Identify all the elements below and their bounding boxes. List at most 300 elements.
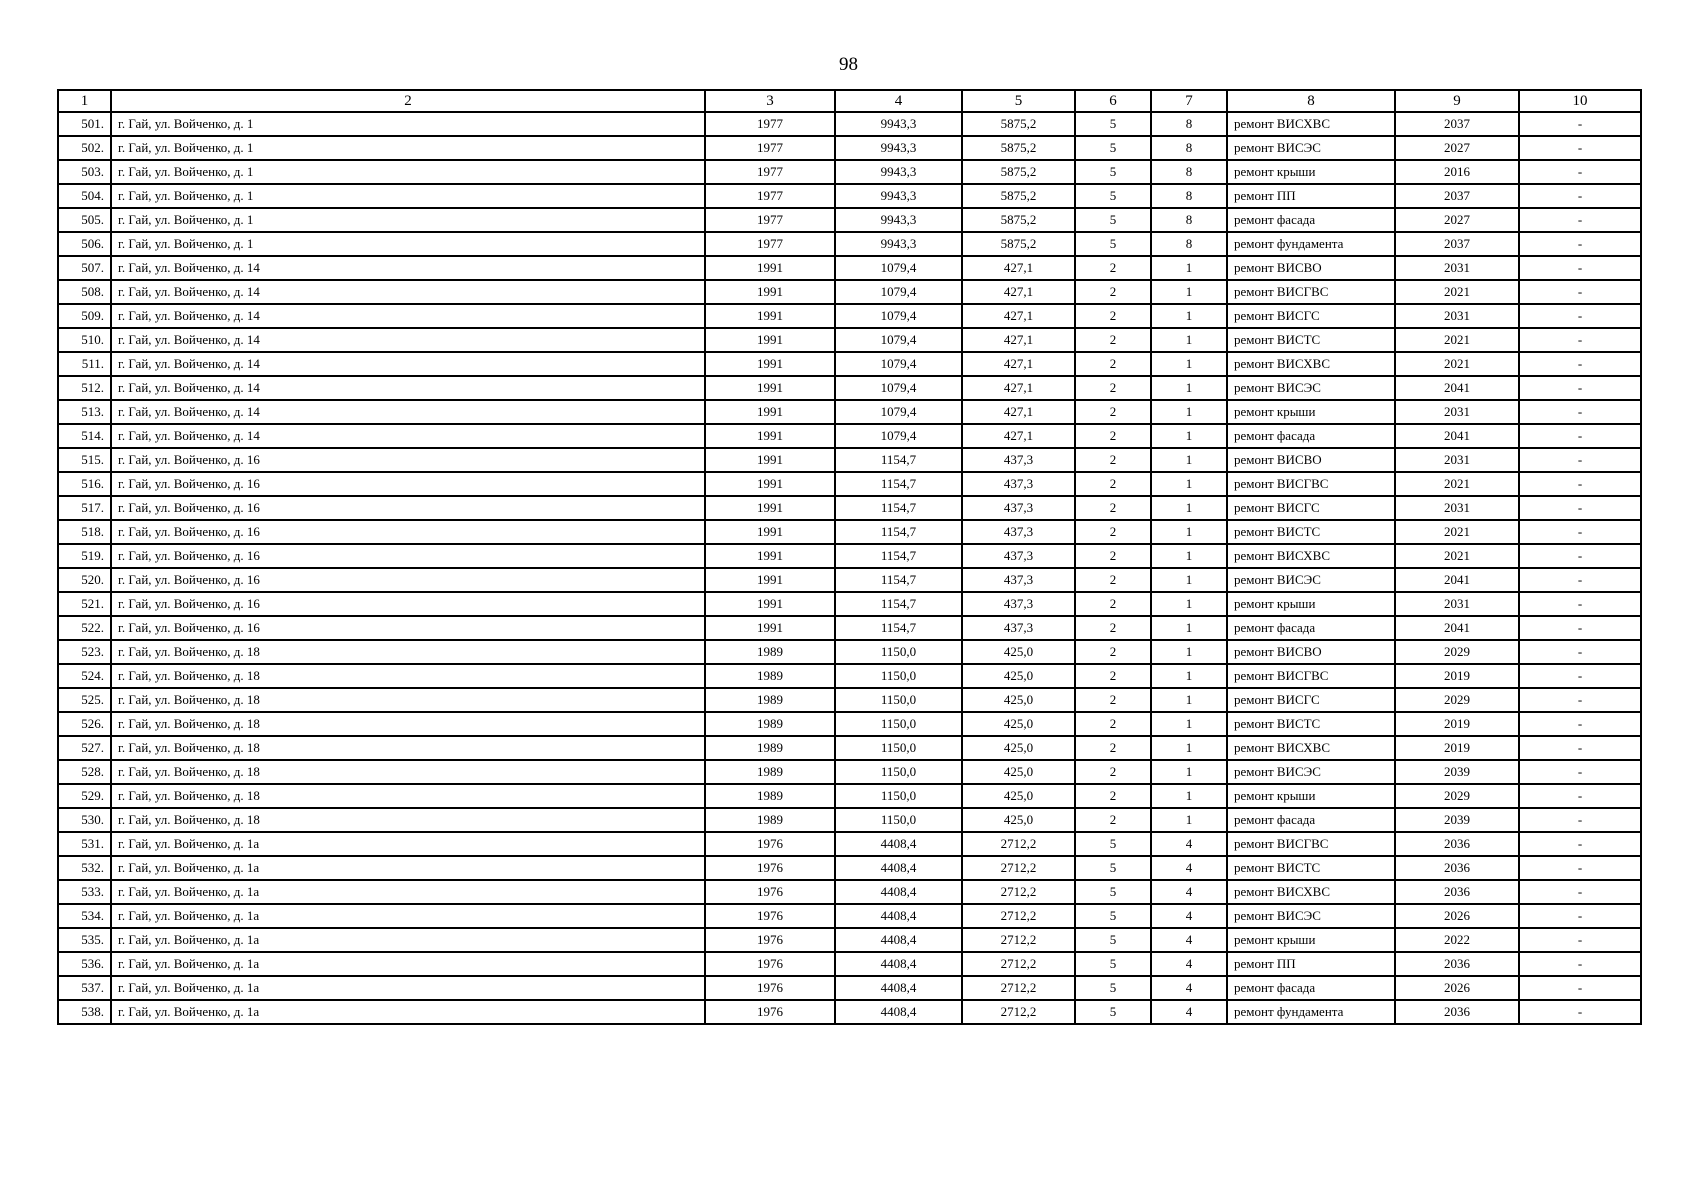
planned-year-cell: 2021 xyxy=(1395,520,1519,544)
row-number-cell: 533. xyxy=(58,880,111,904)
planned-year-cell: 2031 xyxy=(1395,592,1519,616)
table-row xyxy=(58,904,1641,928)
total-area-cell: 1079,4 xyxy=(835,376,962,400)
total-area-cell: 4408,4 xyxy=(835,1000,962,1024)
row-number-cell: 536. xyxy=(58,952,111,976)
column-header: 3 xyxy=(705,90,835,112)
build-year-cell: 1976 xyxy=(705,928,835,952)
address-cell: г. Гай, ул. Войченко, д. 14 xyxy=(111,352,705,376)
work-type-cell: ремонт ПП xyxy=(1227,184,1395,208)
column-header: 1 xyxy=(58,90,111,112)
table-row xyxy=(58,304,1641,328)
work-type-cell: ремонт ВИСЭС xyxy=(1227,760,1395,784)
total-area-cell: 4408,4 xyxy=(835,976,962,1000)
table-row xyxy=(58,760,1641,784)
cell-10-cell: - xyxy=(1519,400,1641,424)
floors-cell: 2 xyxy=(1075,256,1151,280)
cell-10-cell: - xyxy=(1519,448,1641,472)
floors-cell: 2 xyxy=(1075,736,1151,760)
entrances-cell: 4 xyxy=(1151,856,1227,880)
living-area-cell: 425,0 xyxy=(962,640,1075,664)
cell-10-cell: - xyxy=(1519,328,1641,352)
total-area-cell: 1154,7 xyxy=(835,472,962,496)
entrances-cell: 1 xyxy=(1151,544,1227,568)
work-type-cell: ремонт фасада xyxy=(1227,976,1395,1000)
planned-year-cell: 2031 xyxy=(1395,256,1519,280)
row-number-cell: 524. xyxy=(58,664,111,688)
entrances-cell: 1 xyxy=(1151,712,1227,736)
work-type-cell: ремонт ВИСТС xyxy=(1227,520,1395,544)
row-number-cell: 511. xyxy=(58,352,111,376)
living-area-cell: 427,1 xyxy=(962,280,1075,304)
planned-year-cell: 2026 xyxy=(1395,976,1519,1000)
planned-year-cell: 2036 xyxy=(1395,952,1519,976)
table-row xyxy=(58,688,1641,712)
build-year-cell: 1977 xyxy=(705,208,835,232)
total-area-cell: 1079,4 xyxy=(835,424,962,448)
table-row xyxy=(58,376,1641,400)
table-row xyxy=(58,496,1641,520)
cell-10-cell: - xyxy=(1519,376,1641,400)
entrances-cell: 1 xyxy=(1151,736,1227,760)
floors-cell: 2 xyxy=(1075,688,1151,712)
row-number-cell: 534. xyxy=(58,904,111,928)
entrances-cell: 8 xyxy=(1151,112,1227,136)
work-type-cell: ремонт ВИСЭС xyxy=(1227,568,1395,592)
cell-10-cell: - xyxy=(1519,136,1641,160)
floors-cell: 2 xyxy=(1075,808,1151,832)
table-row xyxy=(58,112,1641,136)
row-number-cell: 521. xyxy=(58,592,111,616)
build-year-cell: 1991 xyxy=(705,400,835,424)
address-cell: г. Гай, ул. Войченко, д. 18 xyxy=(111,784,705,808)
row-number-cell: 512. xyxy=(58,376,111,400)
entrances-cell: 4 xyxy=(1151,904,1227,928)
total-area-cell: 1079,4 xyxy=(835,280,962,304)
planned-year-cell: 2041 xyxy=(1395,424,1519,448)
floors-cell: 2 xyxy=(1075,328,1151,352)
planned-year-cell: 2031 xyxy=(1395,496,1519,520)
cell-10-cell: - xyxy=(1519,160,1641,184)
table-row xyxy=(58,952,1641,976)
floors-cell: 2 xyxy=(1075,664,1151,688)
total-area-cell: 4408,4 xyxy=(835,904,962,928)
build-year-cell: 1991 xyxy=(705,592,835,616)
work-type-cell: ремонт ВИСВО xyxy=(1227,256,1395,280)
planned-year-cell: 2021 xyxy=(1395,328,1519,352)
total-area-cell: 1154,7 xyxy=(835,616,962,640)
living-area-cell: 2712,2 xyxy=(962,1000,1075,1024)
floors-cell: 5 xyxy=(1075,112,1151,136)
living-area-cell: 437,3 xyxy=(962,544,1075,568)
work-type-cell: ремонт ВИСХВС xyxy=(1227,352,1395,376)
cell-10-cell: - xyxy=(1519,952,1641,976)
entrances-cell: 1 xyxy=(1151,568,1227,592)
entrances-cell: 4 xyxy=(1151,976,1227,1000)
total-area-cell: 1150,0 xyxy=(835,760,962,784)
floors-cell: 2 xyxy=(1075,568,1151,592)
address-cell: г. Гай, ул. Войченко, д. 1 xyxy=(111,184,705,208)
work-type-cell: ремонт ВИСГВС xyxy=(1227,280,1395,304)
floors-cell: 5 xyxy=(1075,232,1151,256)
work-type-cell: ремонт ВИСГС xyxy=(1227,496,1395,520)
row-number-cell: 516. xyxy=(58,472,111,496)
floors-cell: 2 xyxy=(1075,472,1151,496)
living-area-cell: 425,0 xyxy=(962,664,1075,688)
cell-10-cell: - xyxy=(1519,640,1641,664)
table-row xyxy=(58,424,1641,448)
row-number-cell: 538. xyxy=(58,1000,111,1024)
planned-year-cell: 2037 xyxy=(1395,232,1519,256)
entrances-cell: 4 xyxy=(1151,832,1227,856)
address-cell: г. Гай, ул. Войченко, д. 1 xyxy=(111,160,705,184)
cell-10-cell: - xyxy=(1519,904,1641,928)
address-cell: г. Гай, ул. Войченко, д. 1а xyxy=(111,832,705,856)
total-area-cell: 1150,0 xyxy=(835,664,962,688)
total-area-cell: 9943,3 xyxy=(835,232,962,256)
total-area-cell: 9943,3 xyxy=(835,136,962,160)
living-area-cell: 437,3 xyxy=(962,448,1075,472)
cell-10-cell: - xyxy=(1519,592,1641,616)
cell-10-cell: - xyxy=(1519,760,1641,784)
address-cell: г. Гай, ул. Войченко, д. 16 xyxy=(111,448,705,472)
floors-cell: 2 xyxy=(1075,376,1151,400)
floors-cell: 5 xyxy=(1075,856,1151,880)
floors-cell: 2 xyxy=(1075,592,1151,616)
address-cell: г. Гай, ул. Войченко, д. 1а xyxy=(111,880,705,904)
row-number-cell: 505. xyxy=(58,208,111,232)
address-cell: г. Гай, ул. Войченко, д. 14 xyxy=(111,304,705,328)
cell-10-cell: - xyxy=(1519,736,1641,760)
entrances-cell: 4 xyxy=(1151,880,1227,904)
total-area-cell: 1150,0 xyxy=(835,736,962,760)
table-row xyxy=(58,616,1641,640)
total-area-cell: 4408,4 xyxy=(835,880,962,904)
build-year-cell: 1976 xyxy=(705,832,835,856)
living-area-cell: 425,0 xyxy=(962,712,1075,736)
build-year-cell: 1976 xyxy=(705,880,835,904)
total-area-cell: 1079,4 xyxy=(835,304,962,328)
entrances-cell: 1 xyxy=(1151,472,1227,496)
row-number-cell: 526. xyxy=(58,712,111,736)
table-row xyxy=(58,880,1641,904)
total-area-cell: 1079,4 xyxy=(835,400,962,424)
build-year-cell: 1991 xyxy=(705,328,835,352)
build-year-cell: 1991 xyxy=(705,568,835,592)
address-cell: г. Гай, ул. Войченко, д. 16 xyxy=(111,568,705,592)
address-cell: г. Гай, ул. Войченко, д. 18 xyxy=(111,760,705,784)
total-area-cell: 4408,4 xyxy=(835,952,962,976)
living-area-cell: 427,1 xyxy=(962,352,1075,376)
address-cell: г. Гай, ул. Войченко, д. 1а xyxy=(111,952,705,976)
cell-10-cell: - xyxy=(1519,784,1641,808)
planned-year-cell: 2029 xyxy=(1395,688,1519,712)
entrances-cell: 1 xyxy=(1151,640,1227,664)
cell-10-cell: - xyxy=(1519,304,1641,328)
work-type-cell: ремонт крыши xyxy=(1227,400,1395,424)
address-cell: г. Гай, ул. Войченко, д. 14 xyxy=(111,400,705,424)
table-row xyxy=(58,712,1641,736)
column-header: 5 xyxy=(962,90,1075,112)
living-area-cell: 5875,2 xyxy=(962,160,1075,184)
floors-cell: 5 xyxy=(1075,904,1151,928)
row-number-cell: 503. xyxy=(58,160,111,184)
entrances-cell: 1 xyxy=(1151,328,1227,352)
row-number-cell: 510. xyxy=(58,328,111,352)
total-area-cell: 1154,7 xyxy=(835,544,962,568)
entrances-cell: 1 xyxy=(1151,400,1227,424)
table-row xyxy=(58,592,1641,616)
entrances-cell: 1 xyxy=(1151,520,1227,544)
row-number-cell: 520. xyxy=(58,568,111,592)
address-cell: г. Гай, ул. Войченко, д. 16 xyxy=(111,496,705,520)
entrances-cell: 1 xyxy=(1151,448,1227,472)
address-cell: г. Гай, ул. Войченко, д. 14 xyxy=(111,328,705,352)
floors-cell: 2 xyxy=(1075,640,1151,664)
row-number-cell: 523. xyxy=(58,640,111,664)
build-year-cell: 1991 xyxy=(705,304,835,328)
total-area-cell: 4408,4 xyxy=(835,928,962,952)
address-cell: г. Гай, ул. Войченко, д. 1 xyxy=(111,112,705,136)
address-cell: г. Гай, ул. Войченко, д. 16 xyxy=(111,520,705,544)
build-year-cell: 1991 xyxy=(705,616,835,640)
work-type-cell: ремонт ВИСХВС xyxy=(1227,736,1395,760)
column-header: 4 xyxy=(835,90,962,112)
floors-cell: 5 xyxy=(1075,928,1151,952)
living-area-cell: 2712,2 xyxy=(962,904,1075,928)
entrances-cell: 1 xyxy=(1151,664,1227,688)
table-row xyxy=(58,400,1641,424)
entrances-cell: 8 xyxy=(1151,136,1227,160)
address-cell: г. Гай, ул. Войченко, д. 1а xyxy=(111,1000,705,1024)
work-type-cell: ремонт фасада xyxy=(1227,208,1395,232)
living-area-cell: 425,0 xyxy=(962,808,1075,832)
table-row xyxy=(58,208,1641,232)
planned-year-cell: 2036 xyxy=(1395,832,1519,856)
row-number-cell: 509. xyxy=(58,304,111,328)
living-area-cell: 425,0 xyxy=(962,688,1075,712)
cell-10-cell: - xyxy=(1519,544,1641,568)
planned-year-cell: 2019 xyxy=(1395,664,1519,688)
entrances-cell: 4 xyxy=(1151,952,1227,976)
address-cell: г. Гай, ул. Войченко, д. 16 xyxy=(111,616,705,640)
floors-cell: 2 xyxy=(1075,496,1151,520)
planned-year-cell: 2021 xyxy=(1395,352,1519,376)
living-area-cell: 425,0 xyxy=(962,736,1075,760)
total-area-cell: 1154,7 xyxy=(835,520,962,544)
column-header: 2 xyxy=(111,90,705,112)
work-type-cell: ремонт ВИСГВС xyxy=(1227,472,1395,496)
cell-10-cell: - xyxy=(1519,208,1641,232)
row-number-cell: 537. xyxy=(58,976,111,1000)
address-cell: г. Гай, ул. Войченко, д. 18 xyxy=(111,736,705,760)
row-number-cell: 519. xyxy=(58,544,111,568)
planned-year-cell: 2037 xyxy=(1395,184,1519,208)
total-area-cell: 1150,0 xyxy=(835,808,962,832)
planned-year-cell: 2022 xyxy=(1395,928,1519,952)
address-cell: г. Гай, ул. Войченко, д. 14 xyxy=(111,256,705,280)
build-year-cell: 1991 xyxy=(705,448,835,472)
living-area-cell: 2712,2 xyxy=(962,856,1075,880)
build-year-cell: 1976 xyxy=(705,904,835,928)
living-area-cell: 2712,2 xyxy=(962,952,1075,976)
floors-cell: 5 xyxy=(1075,184,1151,208)
entrances-cell: 1 xyxy=(1151,760,1227,784)
cell-10-cell: - xyxy=(1519,664,1641,688)
row-number-cell: 501. xyxy=(58,112,111,136)
address-cell: г. Гай, ул. Войченко, д. 18 xyxy=(111,640,705,664)
column-header: 8 xyxy=(1227,90,1395,112)
work-type-cell: ремонт ВИСГС xyxy=(1227,304,1395,328)
table-row xyxy=(58,640,1641,664)
build-year-cell: 1977 xyxy=(705,232,835,256)
entrances-cell: 1 xyxy=(1151,808,1227,832)
row-number-cell: 532. xyxy=(58,856,111,880)
build-year-cell: 1991 xyxy=(705,424,835,448)
planned-year-cell: 2021 xyxy=(1395,544,1519,568)
floors-cell: 2 xyxy=(1075,424,1151,448)
cell-10-cell: - xyxy=(1519,232,1641,256)
entrances-cell: 1 xyxy=(1151,376,1227,400)
address-cell: г. Гай, ул. Войченко, д. 16 xyxy=(111,592,705,616)
floors-cell: 5 xyxy=(1075,976,1151,1000)
column-header: 9 xyxy=(1395,90,1519,112)
living-area-cell: 425,0 xyxy=(962,784,1075,808)
total-area-cell: 4408,4 xyxy=(835,832,962,856)
planned-year-cell: 2037 xyxy=(1395,112,1519,136)
total-area-cell: 9943,3 xyxy=(835,160,962,184)
total-area-cell: 1079,4 xyxy=(835,328,962,352)
build-year-cell: 1989 xyxy=(705,640,835,664)
floors-cell: 2 xyxy=(1075,400,1151,424)
address-cell: г. Гай, ул. Войченко, д. 18 xyxy=(111,712,705,736)
floors-cell: 5 xyxy=(1075,880,1151,904)
cell-10-cell: - xyxy=(1519,712,1641,736)
work-type-cell: ремонт ВИСВО xyxy=(1227,448,1395,472)
floors-cell: 2 xyxy=(1075,760,1151,784)
build-year-cell: 1977 xyxy=(705,112,835,136)
entrances-cell: 8 xyxy=(1151,232,1227,256)
address-cell: г. Гай, ул. Войченко, д. 18 xyxy=(111,808,705,832)
table-row xyxy=(58,856,1641,880)
living-area-cell: 437,3 xyxy=(962,568,1075,592)
address-cell: г. Гай, ул. Войченко, д. 18 xyxy=(111,664,705,688)
row-number-cell: 527. xyxy=(58,736,111,760)
planned-year-cell: 2039 xyxy=(1395,808,1519,832)
work-type-cell: ремонт ВИСХВС xyxy=(1227,112,1395,136)
cell-10-cell: - xyxy=(1519,472,1641,496)
living-area-cell: 427,1 xyxy=(962,304,1075,328)
planned-year-cell: 2027 xyxy=(1395,136,1519,160)
total-area-cell: 1154,7 xyxy=(835,592,962,616)
table-row xyxy=(58,256,1641,280)
row-number-cell: 508. xyxy=(58,280,111,304)
row-number-cell: 528. xyxy=(58,760,111,784)
row-number-cell: 535. xyxy=(58,928,111,952)
cell-10-cell: - xyxy=(1519,688,1641,712)
work-type-cell: ремонт крыши xyxy=(1227,784,1395,808)
planned-year-cell: 2041 xyxy=(1395,376,1519,400)
total-area-cell: 1154,7 xyxy=(835,568,962,592)
table-row xyxy=(58,736,1641,760)
living-area-cell: 437,3 xyxy=(962,472,1075,496)
cell-10-cell: - xyxy=(1519,280,1641,304)
planned-year-cell: 2036 xyxy=(1395,856,1519,880)
planned-year-cell: 2029 xyxy=(1395,640,1519,664)
floors-cell: 2 xyxy=(1075,712,1151,736)
page-number: 98 xyxy=(839,54,858,75)
build-year-cell: 1989 xyxy=(705,784,835,808)
build-year-cell: 1991 xyxy=(705,352,835,376)
living-area-cell: 427,1 xyxy=(962,424,1075,448)
build-year-cell: 1989 xyxy=(705,688,835,712)
cell-10-cell: - xyxy=(1519,1000,1641,1024)
row-number-cell: 507. xyxy=(58,256,111,280)
total-area-cell: 9943,3 xyxy=(835,112,962,136)
total-area-cell: 1154,7 xyxy=(835,496,962,520)
address-cell: г. Гай, ул. Войченко, д. 14 xyxy=(111,376,705,400)
floors-cell: 2 xyxy=(1075,304,1151,328)
build-year-cell: 1991 xyxy=(705,256,835,280)
row-number-cell: 517. xyxy=(58,496,111,520)
floors-cell: 2 xyxy=(1075,448,1151,472)
floors-cell: 5 xyxy=(1075,952,1151,976)
planned-year-cell: 2036 xyxy=(1395,1000,1519,1024)
work-type-cell: ремонт фасада xyxy=(1227,808,1395,832)
living-area-cell: 5875,2 xyxy=(962,232,1075,256)
row-number-cell: 529. xyxy=(58,784,111,808)
table-row xyxy=(58,448,1641,472)
table-row xyxy=(58,520,1641,544)
row-number-cell: 518. xyxy=(58,520,111,544)
work-type-cell: ремонт ВИСЭС xyxy=(1227,904,1395,928)
build-year-cell: 1977 xyxy=(705,160,835,184)
work-type-cell: ремонт ВИСГС xyxy=(1227,688,1395,712)
repair-schedule-table xyxy=(57,89,1642,1025)
address-cell: г. Гай, ул. Войченко, д. 14 xyxy=(111,280,705,304)
address-cell: г. Гай, ул. Войченко, д. 1а xyxy=(111,904,705,928)
work-type-cell: ремонт ВИСХВС xyxy=(1227,544,1395,568)
table-row xyxy=(58,232,1641,256)
work-type-cell: ремонт ВИСГВС xyxy=(1227,832,1395,856)
table-row xyxy=(58,136,1641,160)
entrances-cell: 1 xyxy=(1151,784,1227,808)
build-year-cell: 1976 xyxy=(705,952,835,976)
work-type-cell: ремонт ВИСВО xyxy=(1227,640,1395,664)
work-type-cell: ремонт ВИСТС xyxy=(1227,712,1395,736)
planned-year-cell: 2029 xyxy=(1395,784,1519,808)
planned-year-cell: 2027 xyxy=(1395,208,1519,232)
planned-year-cell: 2026 xyxy=(1395,904,1519,928)
row-number-cell: 531. xyxy=(58,832,111,856)
planned-year-cell: 2031 xyxy=(1395,304,1519,328)
build-year-cell: 1977 xyxy=(705,184,835,208)
entrances-cell: 1 xyxy=(1151,304,1227,328)
row-number-cell: 522. xyxy=(58,616,111,640)
row-number-cell: 530. xyxy=(58,808,111,832)
entrances-cell: 1 xyxy=(1151,280,1227,304)
work-type-cell: ремонт фундамента xyxy=(1227,1000,1395,1024)
planned-year-cell: 2019 xyxy=(1395,736,1519,760)
planned-year-cell: 2041 xyxy=(1395,616,1519,640)
floors-cell: 5 xyxy=(1075,1000,1151,1024)
cell-10-cell: - xyxy=(1519,976,1641,1000)
planned-year-cell: 2031 xyxy=(1395,400,1519,424)
table-row xyxy=(58,280,1641,304)
row-number-cell: 504. xyxy=(58,184,111,208)
planned-year-cell: 2016 xyxy=(1395,160,1519,184)
build-year-cell: 1989 xyxy=(705,808,835,832)
